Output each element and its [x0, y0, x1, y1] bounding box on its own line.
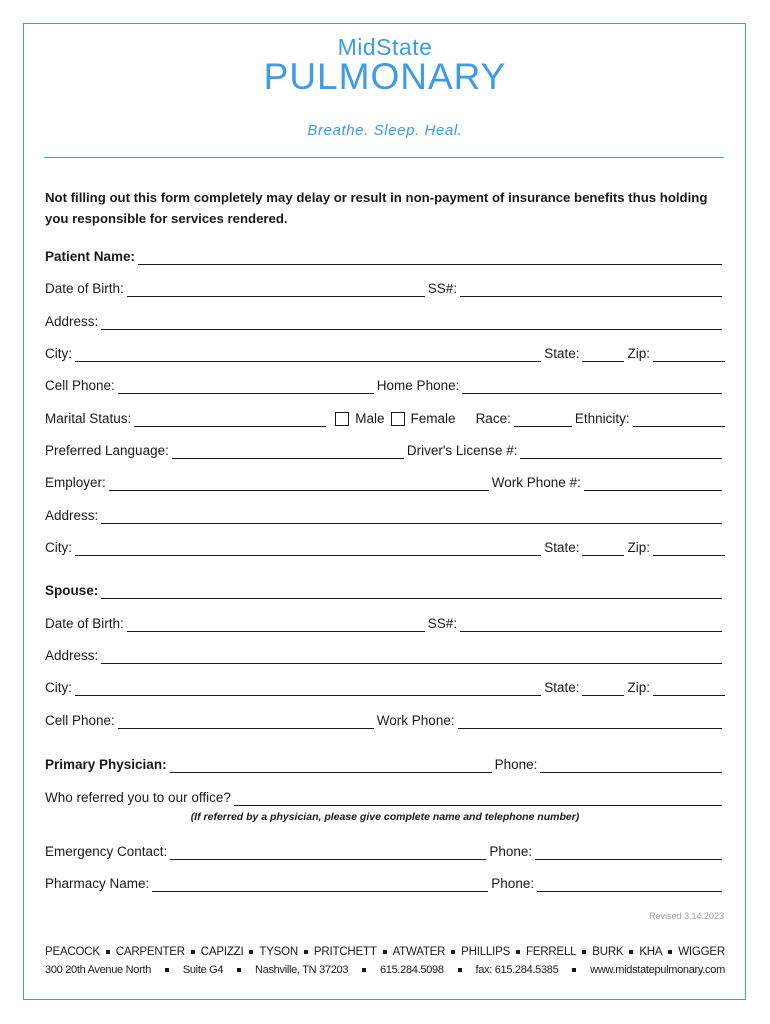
cell-phone-label: Cell Phone: [45, 713, 115, 728]
physician-name: ATWATER [392, 946, 446, 958]
contact-city: Nashville, TN 37203 [255, 964, 349, 976]
address-label: Address: [45, 648, 99, 663]
separator-square [451, 950, 455, 954]
row-spouse-phones [45, 709, 725, 729]
ss-label: SS#: [427, 616, 458, 631]
spouse-label: Spouse: [45, 583, 99, 598]
spouse-ss-field[interactable] [460, 614, 722, 632]
male-label: Male [355, 411, 385, 426]
spouse-cell-phone-field[interactable] [118, 711, 374, 729]
marital-status-label: Marital Status: [45, 411, 132, 426]
cell-phone-label: Cell Phone: [45, 378, 115, 393]
physician-name: CARPENTER [115, 946, 185, 958]
row-pharmacy [45, 872, 725, 892]
patient-name-label: Patient Name: [45, 249, 136, 264]
work-phone-num-field[interactable] [584, 473, 722, 491]
physician-name: FERRELL [525, 946, 577, 958]
separator-square [582, 950, 586, 954]
pharmacy-phone-field[interactable] [537, 874, 722, 892]
spouse-zip-field[interactable] [653, 678, 725, 696]
zip-label: Zip: [627, 680, 650, 695]
separator-square [668, 950, 672, 954]
drivers-license-field[interactable] [520, 441, 722, 459]
spouse-dob-field[interactable] [127, 614, 425, 632]
dob-label: Date of Birth: [45, 616, 124, 631]
zip-label: Zip: [627, 540, 650, 555]
row-emergency [45, 840, 725, 860]
state-label: State: [544, 540, 580, 555]
physician-name: KHA [639, 946, 663, 958]
female-checkbox[interactable] [391, 412, 405, 426]
contact-fax: fax: 615.284.5385 [475, 964, 559, 976]
logo-pulmonary: PULMONARY [263, 56, 507, 97]
separator-square [191, 950, 195, 954]
primary-physician-label: Primary Physician: [45, 757, 167, 772]
dob-label: Date of Birth: [45, 281, 124, 296]
city-label: City: [45, 540, 72, 555]
pharmacy-name-field[interactable] [152, 874, 488, 892]
referred-note: (If referred by a physician, please give complete name and telephone number) [190, 811, 580, 823]
referred-label: Who referred you to our office? [45, 790, 231, 805]
logo-midstate: MidState [337, 34, 433, 60]
race-field[interactable] [514, 409, 572, 427]
spouse-city-field[interactable] [75, 678, 541, 696]
spouse-address-field[interactable] [101, 646, 722, 664]
address-field[interactable] [101, 312, 722, 330]
marital-status-field[interactable] [134, 409, 326, 427]
physician-name: BURK [592, 946, 624, 958]
warning-text: Not filling out this form completely may delay or result in non-payment of insurance benefits thus holding you responsible for services rendered. [45, 190, 708, 226]
contact-address: 300 20th Avenue North [45, 964, 152, 976]
race-label: Race: [475, 411, 511, 426]
physician-name: TYSON [259, 946, 299, 958]
row-spouse [45, 579, 725, 599]
state-label: State: [544, 346, 580, 361]
row-employer-city [45, 536, 725, 556]
physician-phone-field[interactable] [540, 755, 722, 773]
primary-physician-field[interactable] [170, 755, 492, 773]
row-referred [45, 786, 725, 806]
row-spouse-address [45, 644, 725, 664]
city-field[interactable] [75, 344, 541, 362]
contact-website[interactable]: www.midstatepulmonary.com [590, 964, 725, 976]
row-employer-address [45, 504, 725, 524]
employer-label: Employer: [45, 475, 106, 490]
row-dob [45, 277, 725, 297]
drivers-license-label: Driver's License #: [406, 443, 518, 458]
spouse-field[interactable] [101, 581, 722, 599]
row-spouse-dob [45, 612, 725, 632]
row-spouse-city [45, 676, 725, 696]
employer-zip-field[interactable] [653, 538, 725, 556]
female-label: Female [410, 411, 456, 426]
preferred-language-field[interactable] [172, 441, 404, 459]
separator-square [237, 968, 241, 972]
state-label: State: [544, 680, 580, 695]
employer-address-field[interactable] [101, 506, 722, 524]
row-phones [45, 374, 725, 394]
referred-field[interactable] [234, 788, 722, 806]
work-phone-label: Work Phone: [376, 713, 455, 728]
cell-phone-field[interactable] [118, 376, 374, 394]
separator-square [629, 950, 633, 954]
separator-square [249, 950, 253, 954]
separator-square [572, 968, 576, 972]
row-city [45, 342, 725, 362]
revised-date: Revised 3.14.2023 [648, 911, 724, 921]
physician-name: WIGGER [678, 946, 725, 958]
emergency-contact-label: Emergency Contact: [45, 844, 168, 859]
tagline: Breathe. Sleep. Heal. [307, 122, 463, 139]
dob-field[interactable] [127, 279, 425, 297]
male-checkbox[interactable] [335, 412, 349, 426]
separator-square [304, 950, 308, 954]
spouse-state-field[interactable] [582, 678, 624, 696]
ss-label: SS#: [427, 281, 458, 296]
zip-field[interactable] [653, 344, 725, 362]
employer-state-field[interactable] [582, 538, 624, 556]
physician-name: CAPIZZI [200, 946, 244, 958]
emergency-phone-field[interactable] [535, 842, 722, 860]
physician-name: PRITCHETT [313, 946, 377, 958]
preferred-language-label: Preferred Language: [45, 443, 169, 458]
employer-city-field[interactable] [75, 538, 541, 556]
row-primary-physician [45, 753, 725, 773]
contact-suite: Suite G4 [182, 964, 224, 976]
ethnicity-field[interactable] [633, 409, 725, 427]
emergency-contact-field[interactable] [170, 842, 486, 860]
separator-square [516, 950, 520, 954]
separator-square [165, 968, 169, 972]
row-employer [45, 471, 725, 491]
separator-square [362, 968, 366, 972]
header-divider [44, 157, 724, 158]
phone-label: Phone: [491, 876, 535, 891]
contact-phone: 615.284.5098 [379, 964, 444, 976]
state-field[interactable] [582, 344, 624, 362]
zip-label: Zip: [627, 346, 650, 361]
address-label: Address: [45, 508, 99, 523]
row-language [45, 439, 725, 459]
patient-name-field[interactable] [138, 247, 722, 265]
row-address [45, 310, 725, 330]
row-marital [45, 407, 725, 427]
footer-physicians [45, 946, 725, 958]
phone-label: Phone: [489, 844, 533, 859]
row-patient-name [45, 245, 725, 265]
separator-square [383, 950, 387, 954]
city-label: City: [45, 680, 72, 695]
physician-name: PEACOCK [45, 946, 100, 958]
home-phone-field[interactable] [462, 376, 722, 394]
separator-square [106, 950, 110, 954]
phone-label: Phone: [494, 757, 538, 772]
ethnicity-label: Ethnicity: [574, 411, 630, 426]
physician-name: PHILLIPS [461, 946, 511, 958]
ss-field[interactable] [460, 279, 722, 297]
employer-field[interactable] [109, 473, 489, 491]
work-phone-num-label: Work Phone #: [491, 475, 581, 490]
address-label: Address: [45, 314, 99, 329]
spouse-work-phone-field[interactable] [458, 711, 722, 729]
pharmacy-name-label: Pharmacy Name: [45, 876, 150, 891]
home-phone-label: Home Phone: [376, 378, 460, 393]
city-label: City: [45, 346, 72, 361]
footer-contact [45, 964, 725, 976]
separator-square [458, 968, 462, 972]
